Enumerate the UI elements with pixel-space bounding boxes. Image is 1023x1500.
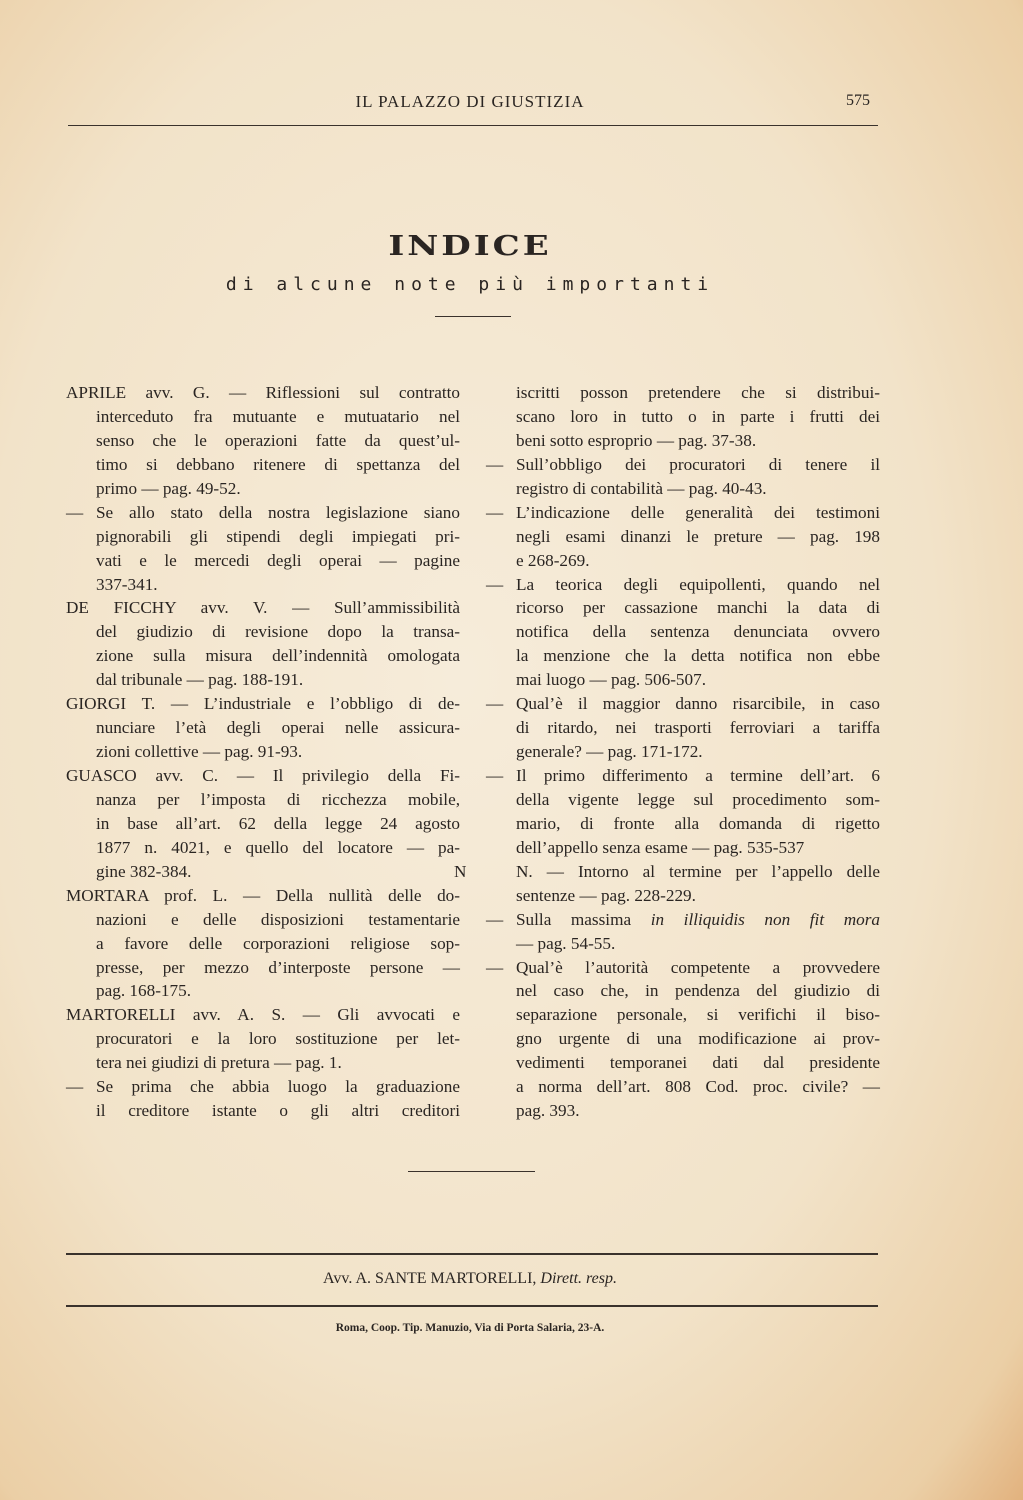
- index-entry: [454, 860, 880, 908]
- entry-line: [486, 1051, 880, 1075]
- signature: [0, 1270, 940, 1288]
- right-column: [454, 381, 881, 1123]
- entry-text: beni sotto esproprio — pag. 37-38.: [516, 430, 757, 450]
- entry-line: [66, 908, 460, 932]
- entry-line: [486, 1099, 880, 1123]
- entry-text: presse, per mezzo d’interposte persone —: [96, 957, 460, 977]
- entry-line: [66, 860, 460, 884]
- footer-rule-bottom: [66, 1305, 878, 1307]
- entry-dash: —: [486, 574, 504, 594]
- entry-line: [486, 429, 880, 453]
- entry-line: [66, 884, 460, 908]
- entry-text: il creditore istante o gli altri creditori: [96, 1101, 460, 1121]
- entry-line: [486, 453, 880, 477]
- title-rule: [435, 316, 511, 317]
- entry-line: [486, 1003, 880, 1027]
- entry-line: [486, 836, 880, 860]
- entry-text: generale? — pag. 171-172.: [516, 742, 703, 762]
- entry-text: sentenze — pag. 228-229.: [516, 885, 696, 905]
- entry-line: [486, 740, 880, 764]
- entry-text: — pag. 54-55.: [516, 933, 616, 953]
- header-rule: [68, 125, 878, 126]
- entry-text: La teorica degli equipollenti, quando nel: [516, 574, 880, 594]
- index-entry: [486, 908, 880, 956]
- entry-dash: —: [486, 502, 504, 522]
- entry-dash: —: [486, 957, 504, 977]
- entry-text: tera nei giudizi di pretura — pag. 1.: [96, 1053, 342, 1073]
- entry-text: zione sulla misura dell’indennità omologata: [96, 646, 460, 666]
- entry-line: [66, 836, 460, 860]
- entry-line: [486, 596, 880, 620]
- index-entry: [486, 764, 880, 860]
- entry-text: senso che le operazioni fatte da quest’ul-: [96, 430, 460, 450]
- entry-line: [486, 1075, 880, 1099]
- running-title: IL PALAZZO DI GIUSTIZIA: [355, 92, 585, 111]
- entry-text: L’indicazione delle generalità dei testimoni: [516, 502, 880, 522]
- page-number: 575: [846, 92, 870, 109]
- entry-text: GUASCO avv. C. — Il privilegio della Fi-: [66, 766, 460, 785]
- entry-text: della vigente legge sul procedimento som-: [516, 789, 880, 809]
- index-entry: [66, 1003, 460, 1075]
- entry-line: [66, 764, 460, 788]
- index-entry: [486, 956, 880, 1124]
- entry-text: dell’appello senza esame — pag. 535-537: [516, 837, 805, 857]
- entry-text: la menzione che la detta notifica non ebbe: [516, 646, 880, 666]
- entry-line: [486, 979, 880, 1003]
- entry-line: [486, 788, 880, 812]
- entry-text: nanza per l’imposta di ricchezza mobile,: [96, 789, 460, 809]
- entry-line: [66, 644, 460, 668]
- entry-text: separazione personale, si verifichi il biso-: [516, 1005, 880, 1025]
- entry-line: [66, 1003, 460, 1027]
- entry-line: [486, 668, 880, 692]
- entry-text: Se allo stato della nostra legislazione siano: [96, 502, 460, 522]
- entry-line: [486, 692, 880, 716]
- entry-text: dal tribunale — pag. 188-191.: [96, 670, 304, 690]
- entry-line: [66, 788, 460, 812]
- entry-line: [486, 381, 880, 405]
- footer-rule-top: [66, 1253, 878, 1255]
- entry-text: pignorabili gli stipendi degli impiegati pri-: [96, 526, 460, 546]
- entry-dash: —: [486, 694, 504, 714]
- entry-text: nel caso che, in pendenza del giudizio di: [516, 981, 880, 1001]
- entry-dash: —: [66, 502, 84, 522]
- index-entry: [66, 692, 460, 764]
- margin-mark: N: [454, 861, 467, 881]
- entry-text: GIORGI T. — L’industriale e l’obbligo di de-: [66, 694, 460, 714]
- entry-line: [66, 932, 460, 956]
- entry-line: [454, 860, 880, 884]
- entry-line: [66, 1051, 460, 1075]
- signature-role: Dirett. resp.: [540, 1270, 617, 1287]
- entry-text: DE FICCHY avv. V. — Sull’ammissibilità: [66, 598, 460, 618]
- entry-line: [66, 1099, 460, 1123]
- entry-text: vati e le mercedi degli operai — pagine: [96, 550, 460, 570]
- entry-text: iscritti posson pretendere che si distribui-: [516, 383, 880, 402]
- entry-text: timo si debbano ritenere di spettanza del: [96, 454, 460, 474]
- index-entry: [486, 501, 880, 573]
- entry-text: mai luogo — pag. 506-507.: [516, 670, 706, 690]
- entry-text: notifica della sentenza denunciata ovvero: [516, 622, 880, 642]
- entry-text: a norma dell’art. 808 Cod. proc. civile? —: [516, 1077, 880, 1097]
- entry-line: [486, 549, 880, 573]
- entry-line: [66, 956, 460, 980]
- index-entry: [486, 381, 880, 453]
- entry-line: [66, 1075, 460, 1099]
- entry-line: [66, 812, 460, 836]
- entry-text: Il primo differimento a termine dell’art. 6: [516, 766, 880, 785]
- entry-line: [486, 812, 880, 836]
- entry-text: del giudizio di revisione dopo la transa-: [96, 622, 460, 642]
- entry-line: [66, 740, 460, 764]
- entry-text: Sull’obbligo dei procuratori di tenere il: [516, 454, 880, 474]
- entry-line: [66, 525, 460, 549]
- entry-line: [66, 501, 460, 525]
- entry-text: zioni collettive — pag. 91-93.: [96, 742, 303, 762]
- entry-text: Sulla massima in illiquidis non fit mora: [516, 909, 881, 929]
- entry-text: MORTARA prof. L. — Della nullità delle do-: [66, 885, 460, 905]
- entry-line: [486, 525, 880, 549]
- entry-line: [486, 716, 880, 740]
- entry-line: [66, 573, 460, 597]
- index-title: INDICE: [388, 230, 552, 262]
- entry-text: procuratori e la loro sostituzione per let-: [96, 1029, 460, 1049]
- entry-text: Qual’è l’autorità competente a provvedere: [516, 957, 880, 977]
- index-entry: [66, 501, 460, 597]
- index-entry: [66, 596, 460, 692]
- entry-dash: —: [66, 1077, 84, 1097]
- index-entry: [66, 764, 460, 884]
- entry-text: mario, di fronte alla domanda di rigetto: [516, 813, 880, 833]
- entry-line: [486, 932, 880, 956]
- entry-line: [66, 620, 460, 644]
- entry-text: nunciare l’età degli operai nelle assicura-: [96, 718, 460, 738]
- entry-text: nazioni e delle disposizioni testamentarie: [96, 909, 460, 929]
- entry-text: Qual’è il maggior danno risarcibile, in caso: [516, 694, 880, 714]
- entry-line: [486, 884, 880, 908]
- end-rule: [408, 1171, 535, 1172]
- entry-text: pag. 393.: [516, 1101, 580, 1121]
- entry-text: gine 382-384.: [96, 861, 192, 881]
- entry-line: [66, 453, 460, 477]
- entry-line: [66, 549, 460, 573]
- entry-text: ricorso per cassazione manchi la data di: [516, 598, 880, 618]
- entry-text: 1877 n. 4021, e quello del locatore — pa-: [96, 837, 460, 857]
- entry-text: MARTORELLI avv. A. S. — Gli avvocati e: [66, 1005, 460, 1025]
- entry-text: vedimenti temporanei dati dal presidente: [516, 1053, 880, 1073]
- entry-line: [486, 764, 880, 788]
- entry-text: 337-341.: [96, 574, 158, 594]
- index-entry: [66, 381, 460, 501]
- entry-text: Se prima che abbia luogo la graduazione: [96, 1077, 460, 1097]
- entry-line: [66, 381, 460, 405]
- entry-line: [66, 692, 460, 716]
- entry-text: a favore delle corporazioni religiose sop-: [96, 933, 460, 953]
- entry-dash: —: [486, 454, 504, 474]
- entry-text: APRILE avv. G. — Riflessioni sul contratto: [66, 383, 460, 402]
- entry-dash: —: [486, 766, 504, 785]
- entry-line: [486, 644, 880, 668]
- entry-line: [66, 429, 460, 453]
- entry-line: [66, 596, 460, 620]
- index-entry: [486, 573, 880, 693]
- entry-text: pag. 168-175.: [96, 981, 191, 1001]
- entry-text: negli esami dinanzi le preture — pag. 198: [516, 526, 880, 546]
- index-entry: [66, 1075, 460, 1123]
- entry-text: interceduto fra mutuante e mutuatario nel: [96, 406, 460, 426]
- index-entry: [66, 884, 460, 1004]
- signature-name: Avv. A. SANTE MARTORELLI,: [323, 1270, 537, 1287]
- index-subtitle: di alcune note più importanti: [225, 274, 715, 295]
- entry-line: [486, 477, 880, 501]
- entry-line: [66, 668, 460, 692]
- entry-text: di ritardo, nei trasporti ferroviari a tariffa: [516, 718, 880, 738]
- entry-line: [486, 1027, 880, 1051]
- entry-line: [486, 501, 880, 525]
- entry-line: [66, 477, 460, 501]
- left-column: [66, 381, 460, 1123]
- entry-line: [486, 405, 880, 429]
- entry-text: in base all’art. 62 della legge 24 agosto: [96, 813, 460, 833]
- index-entry: [486, 692, 880, 764]
- entry-line: [66, 1027, 460, 1051]
- entry-text: N. — Intorno al termine per l’appello delle: [516, 861, 880, 881]
- entry-text: gno urgente di una modificazione ai prov-: [516, 1029, 880, 1049]
- entry-line: [486, 620, 880, 644]
- entry-text: registro di contabilità — pag. 40-43.: [516, 478, 767, 498]
- entry-line: [486, 573, 880, 597]
- entry-line: [66, 979, 460, 1003]
- entry-line: [66, 405, 460, 429]
- imprint: Roma, Coop. Tip. Manuzio, Via di Porta Salaria, 23-A.: [335, 1322, 605, 1334]
- index-entry: [486, 453, 880, 501]
- entry-line: [486, 956, 880, 980]
- entry-dash: —: [486, 909, 504, 929]
- entry-text: primo — pag. 49-52.: [96, 478, 241, 498]
- entry-text: scano loro in tutto o in parte i frutti dei: [516, 406, 880, 426]
- entry-line: [486, 908, 880, 932]
- entry-text: e 268-269.: [516, 550, 590, 570]
- entry-line: [66, 716, 460, 740]
